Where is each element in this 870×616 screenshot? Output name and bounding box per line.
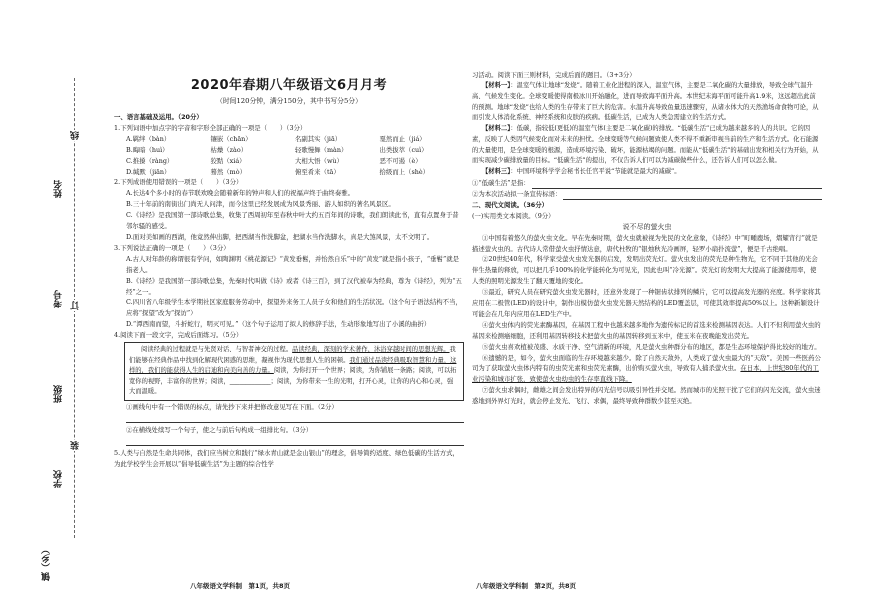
label-name: 姓名	[54, 180, 64, 198]
option-text: 镶嵌（chān）	[210, 134, 252, 143]
q1-option-b	[114, 145, 464, 156]
q2-option-b: B.三十年前的南街出门尚无人问津，而今这里已经发展成为风景秀丽、游人如织的著名风景区。	[126, 200, 395, 209]
material-label: 【材料三】	[482, 168, 511, 176]
material-text: ：温室气体让地球“发烧”。随着工业化进程的深入，温室气体，主要是二氧化碳的大量排放，导致全球气温升高、气候发生变化。全球变暖使得南极冰川开始融化，进而导致海平面升高。本世纪末海平面可能升高1.9米，这远超出此前的预测。地球“发烧”也给人类的生存带来了巨大的危害。水温升高导致鱼量迅速骤穷，从诸水体大的天然渔场命食物可论，从而引发人体消化系统、神经系统和皮肤的疾病。低碳生活，已成为人类急需建立的生活方式。	[472, 81, 819, 122]
question-4: 4.阅读下面一段文字，完成后面练习。（5分）	[114, 331, 243, 340]
q2-option-c: C.《诗经》是我国第一部诗歌总集，收集了西周初年至春秋中叶大约五百年间的诗歌，我们朗读此书，直有点置身于昔邻尔骚的感受。	[126, 211, 459, 231]
sub-question-1: ①画线句中有一个错误的标点，请先抄下来并把修改意见写在下面。（2分）	[126, 403, 338, 411]
option-text: 轻歌慢舞（màn）	[295, 145, 348, 154]
label-school: 学校	[54, 470, 64, 488]
label-class: 班级	[54, 385, 64, 403]
sub-question-2: ②在横线处续写一个句子，使之与前后句构成一组排比句。（3分）	[126, 425, 313, 434]
material-text: ：低碳，指较低(更低)的温室气体(主要是二氧化碳)的排放。“低碳生活”已成为越来越多的人的共识。它的因素，反映了人类因气候变化而对未来的担忧。全球变暖等气候问题致使人类不得不重新审视当前的生产和生活方式。化石能源的大量使用，是全球变暖的根源，造成环境污染、破坏，能源枯竭的问题。而能从“低碳生活”的基础出发和相关行为开始，从而实现减少碳排放量的目标。“低碳生活”的提出，不仅告诉人们可以为减碳做些什么，还告诉人们可以怎么做。	[472, 125, 819, 165]
page-footer-right: 八年级语文学科制 第2页，共8页	[476, 582, 577, 590]
passage-underlined: 品读经典，深刻的学术著作，沐浴穿越时间的思想光辉。	[292, 346, 450, 354]
passage-text: 阅读，为你打开一个世界；阅读，为你铺展一条路；阅读，可以拓宽你的视野，丰富你的世界；阅读，_____________；阅读，为你带来一生的光明，打开心灵，让你的内心和心灵，强大而温暖。	[129, 367, 457, 396]
fill-low-carbon-definition	[472, 178, 822, 189]
q2-option-d: D.面对美如画的西湖，他竟然伸出脚，把西湖当作洗脚盆，把湖水当作洗脚水，真是大煞风景，太不文明了。	[126, 232, 434, 241]
essay-paragraph: ⑤萤火虫喜欢植被茂盛、水质干净、空气清新的环境，凡是萤火虫种群分布的地区，都是生态环境保护得比较好的地方。	[482, 342, 821, 351]
reading-passage-box	[124, 342, 464, 401]
passage-text: 我们能够在经典作品中找到化解现代困惑的思维，凝视作为现代思想人生的困顿。	[129, 346, 456, 364]
option-text: 枯燥（zào）	[210, 145, 248, 154]
section-heading-2: 二、现代文阅读。（36分）	[472, 200, 548, 209]
material-3	[472, 167, 822, 178]
option-text: 拾级而上（shè）	[379, 167, 430, 176]
option-text: D.缄默（jiān）	[126, 167, 171, 176]
label-exam-number: 考号	[54, 290, 64, 308]
q3-option-c: C.四川省八年级学生本学期社区家庭服务劳动中，探望外来务工人员子女和他们的生活状况。（这个句子语法结构不当，应将“探望”改为“探访”）	[126, 298, 462, 318]
passage-underlined: 我们通过品读经典吸取智慧和力量，这样的，我们的能获得人生的启迪和向美向善的力量。	[129, 356, 457, 375]
cut-word-line: 线	[71, 131, 81, 140]
q3-option-b: B.《诗经》是我国第一部诗歌总集，先秦时代叫做《诗》或者《诗三百》，到了汉代被奉为经典，尊为《诗经》，列为“五经”之一。	[126, 276, 462, 296]
material-text: ：中国环境科学学会秘书长任官平说“节能就是最大的减碳”。	[510, 168, 681, 176]
option-text: 恶不可遏（è）	[379, 156, 422, 165]
answer-line[interactable]	[126, 414, 464, 423]
essay-paragraph: ②20世纪40年代，科学家受萤火虫发光器的启发，发明出荧光灯。萤火虫发出的荧光是种生物光，它不同于其他的光会伴生热量的释放，可以把几乎100%的化学能转化为可见光，因此也叫“冷光源”。荧光灯的发明大大提高了能源使用率，使人类的照明光源发生了翻天覆地的变化。	[472, 255, 818, 286]
option-text: 狡黠（xiá）	[210, 156, 246, 165]
question-5: 5.人类与自然是生命共同体，我们应当树立和践行“绿水青山就是金山银山”的理念，倡导简约适度、绿色低碳的生活方式，为此学校学生会开展以“倡导低碳生活”为主题的综合性学	[114, 448, 459, 468]
cut-word-bind: 订	[71, 301, 81, 310]
fill-label: ①“低碳生活”是指：	[472, 179, 530, 188]
question-1: 1.下列词语中加点字的字音和字形全部正确的一项是（ ）（3分）	[114, 123, 307, 132]
question-2: 2.下列成语使用错误的一项是（ ）（3分）	[114, 178, 243, 187]
q3-option-a: A.古人对年龄的称谓很有学问，如陶渊明《桃花源记》“黄发垂髫，并怡然自乐”中的“黄发”就是指小孩子，“垂髫”就是指老人。	[126, 254, 459, 274]
q2-option-a: A.长达4个多小时的春节联欢晚会随着新年的钟声和人们的祝福声终于曲终奏雅。	[126, 189, 354, 198]
fill-slogan	[472, 189, 822, 200]
option-text: 大相大悟（wù）	[295, 156, 343, 165]
option-text: 名副其实（jiā）	[295, 134, 342, 143]
binding-strip	[0, 0, 108, 616]
answer-line[interactable]	[532, 181, 822, 189]
material-label: 【材料一】	[482, 81, 511, 89]
sub-section-heading: (一)实用类文本阅读。（9分）	[472, 211, 555, 220]
option-text: B.晦暗（huì）	[126, 145, 169, 154]
section-heading-1: 一、语言基础及运用。（20分）	[114, 113, 203, 121]
option-text: 蓦然（mò）	[210, 167, 246, 176]
answer-line[interactable]	[126, 437, 464, 446]
left-column	[114, 112, 464, 470]
right-column	[472, 70, 822, 407]
material-label: 【材料二】	[482, 125, 511, 133]
option-text: A.羁绊（bàn）	[126, 134, 171, 143]
page-footer-left: 八年级语文学科制 第1页，共8页	[190, 582, 291, 590]
essay-paragraph: ⑦萤火虫求偶时，雌雄之间会发出特异的闪光信号以吸引异性并交尾。然而城市的光照干扰了它们的闪光交流，萤火虫迷惑地到外界灯光时，就会停止发光、飞行、求偶，最终导致种群数少甚至灭绝。	[472, 386, 821, 406]
label-town: 镇（乡）	[42, 545, 52, 581]
essay-paragraph: ③最近，研究人员在研究萤火虫发光器时，还意外发现了一种锯齿状排列的鳞片，它可以提高发光器的亮度。科学家将其应用在二极管(LED)的设计中，制作出模仿萤火虫发光器天然结构的LED覆盖层，可使其效率提高50%以上。这种新颖设计可能会在几年内应用在LED生产中。	[472, 288, 821, 318]
option-text: 戛然而止（jiá）	[379, 134, 426, 143]
essay-paragraph: ①中国有着悠久的萤火虫文化。早在先秦时期，萤火虫就被视为先民的文化意象，《诗经》中“町畽鹿场，熠耀宵行”就是描述萤火虫的。古代诗人常借萤火虫抒情达意，唐代杜牧的“银烛秋光冷画屏，轻罗小扇扑流萤”，便是千古绝唱。	[472, 233, 818, 253]
passage-text: 阅读经典的过程就是与先贤对话、与智者神交的过程。	[141, 346, 293, 354]
paragraph-text: ⑥遗憾的是，如今，萤火虫面临的生存环境越来越少。除了自然天敌外，人类成了萤火虫最大的“天敌”。美国一些医药公司为了获取萤火虫体内特有的虫荧光素和虫荧光素酶，出价购买萤火虫，导致有人捕杀萤火虫。	[472, 353, 821, 373]
q1-option-d	[114, 167, 464, 178]
question-3: 3.下列说法正确的一项是（ ）（3分）	[114, 243, 230, 252]
paragraph-underlined: 在日本，上世纪80年代的工业污染和城市扩张，致使萤火虫幼虫的生存率直线下降。	[472, 364, 819, 384]
q3-option-d: D.“潭西南而望，斗折蛇行，明灭可见。”（这个句子运用了拟人的修辞手法，生动形象地写出了小溪的曲折）	[126, 320, 431, 329]
q1-option-a	[114, 134, 464, 145]
option-text: 俯至肴来（tā）	[295, 167, 340, 176]
exam-subtitle: （时间120分钟，满分150分，其中书写分5分）	[216, 97, 362, 105]
option-text: 出类拔萃（cuì）	[379, 145, 428, 154]
fill-label: ②为本次活动拟一条宣传标语：	[472, 189, 562, 198]
material-2	[472, 124, 822, 167]
essay-paragraph	[472, 353, 822, 386]
q5-continued: 习活动。阅读下面三则材料，完成后面的题目。（3+3分）	[472, 71, 636, 79]
answer-line[interactable]	[563, 192, 822, 200]
essay-title: 说不尽的萤火虫	[622, 222, 672, 231]
cut-word-install: 装	[71, 441, 81, 450]
option-text: C.推搡（ràng）	[126, 156, 174, 165]
essay-paragraph: ④萤火虫体内的荧光素酶基因，在基因工程中也越来越多地作为遗传标记的首选来检测基因表达。人们不但利用萤火虫的基因来检测癌细胞，还利用基因转移技术把萤火虫的基因转移到玉米中，使玉米在夜晚能发出荧光。	[472, 320, 821, 340]
exam-title: 2020年春期八年级语文6月月考	[190, 78, 388, 93]
q1-option-c	[114, 156, 464, 167]
material-1	[472, 81, 822, 124]
